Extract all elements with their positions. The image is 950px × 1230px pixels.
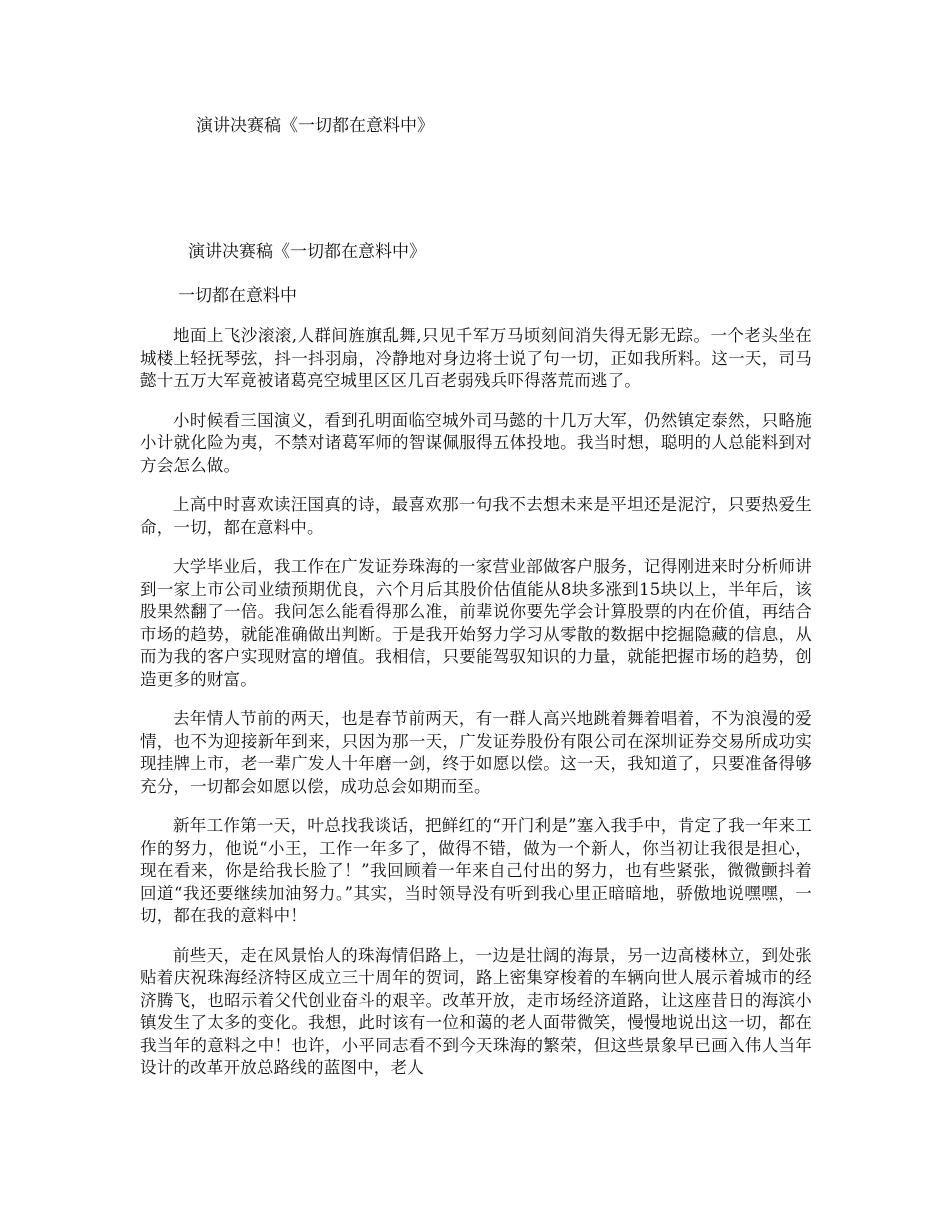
document-subtitle: 一切都在意料中 xyxy=(178,286,297,306)
paragraph: 去年情人节前的两天，也是春节前两天，有一群人高兴地跳着舞着唱着，不为浪漫的爱情，也不为迎接新年到来，只因为那一天，广发证券股份有限公司在深圳证券交易所成功实现挂牌上市，老一辈广发人十年磨一剑，终于如愿以偿。这一天，我知道了，只要准备得够充分，一切都会如愿以偿，成功总会如期而至。 xyxy=(140,709,812,796)
document-header-title: 演讲决赛稿《一切都在意料中》 xyxy=(196,116,434,136)
paragraph: 新年工作第一天，叶总找我谈话，把鲜红的“开门利是”塞入我手中，肯定了我一年来工作的努力，他说“小王，工作一年多了，做得不错，做为一个新人，你当初让我很是担心，现在看来，你是给我长脸了！”我回顾着一年来自己付出的努力，也有些紧张，微微颤抖着回道“我还要继续加油努力。”其实，当时领导没有听到我心里正暗暗地，骄傲地说嘿嘿，一切，都在我的意料中！ xyxy=(140,816,812,925)
document-title: 演讲决赛稿《一切都在意料中》 xyxy=(188,242,426,262)
document-body xyxy=(140,325,812,1097)
paragraph: 小时候看三国演义，看到孔明面临空城外司马懿的十几万大军，仍然镇定泰然，只略施小计就化险为夷，不禁对诸葛军师的智谋佩服得五体投地。我当时想，聪明的人总能料到对方会怎么做。 xyxy=(140,410,812,475)
paragraph: 上高中时喜欢读汪国真的诗，最喜欢那一句我不去想未来是平坦还是泥泞，只要热爱生命，一切，都在意料中。 xyxy=(140,495,812,537)
paragraph: 前些天，走在风景怡人的珠海情侣路上，一边是壮阔的海景，另一边高楼林立，到处张贴着庆祝珠海经济特区成立三十周年的贺词，路上密集穿梭着的车辆向世人展示着城市的经济腾飞，也昭示着父代创业奋斗的艰辛。改革开放，走市场经济道路，让这座昔日的海滨小镇发生了太多的变化。我想，此时该有一位和蔼的老人面带微笑，慢慢地说出这一切，都在我当年的意料之中！也许，小平同志看不到今天珠海的繁荣，但这些景象早已画入伟人当年设计的改革开放总路线的蓝图中，老人 xyxy=(140,945,812,1077)
paragraph: 大学毕业后，我工作在广发证券珠海的一家营业部做客户服务，记得刚进来时分析师讲到一家上市公司业绩预期优良，六个月后其股价估值能从8块多涨到15块以上，半年后，该股果然翻了一倍。我问怎么能看得那么准，前辈说你要先学会计算股票的内在价值，再结合市场的趋势，就能准确做出判断。于是我开始努力学习从零散的数据中挖掘隐藏的信息，从而为我的客户实现财富的增值。我相信，只要能驾驭知识的力量，就能把握市场的趋势，创造更多的财富。 xyxy=(140,557,812,689)
paragraph: 地面上飞沙滚滚,人群间旌旗乱舞,只见千军万马顷刻间消失得无影无踪。一个老头坐在城楼上轻抚琴弦，抖一抖羽扇，冷静地对身边将士说了句一切，正如我所料。这一天，司马懿十五万大军竟被诸葛亮空城里区区几百老弱残兵吓得落荒而逃了。 xyxy=(140,326,812,390)
